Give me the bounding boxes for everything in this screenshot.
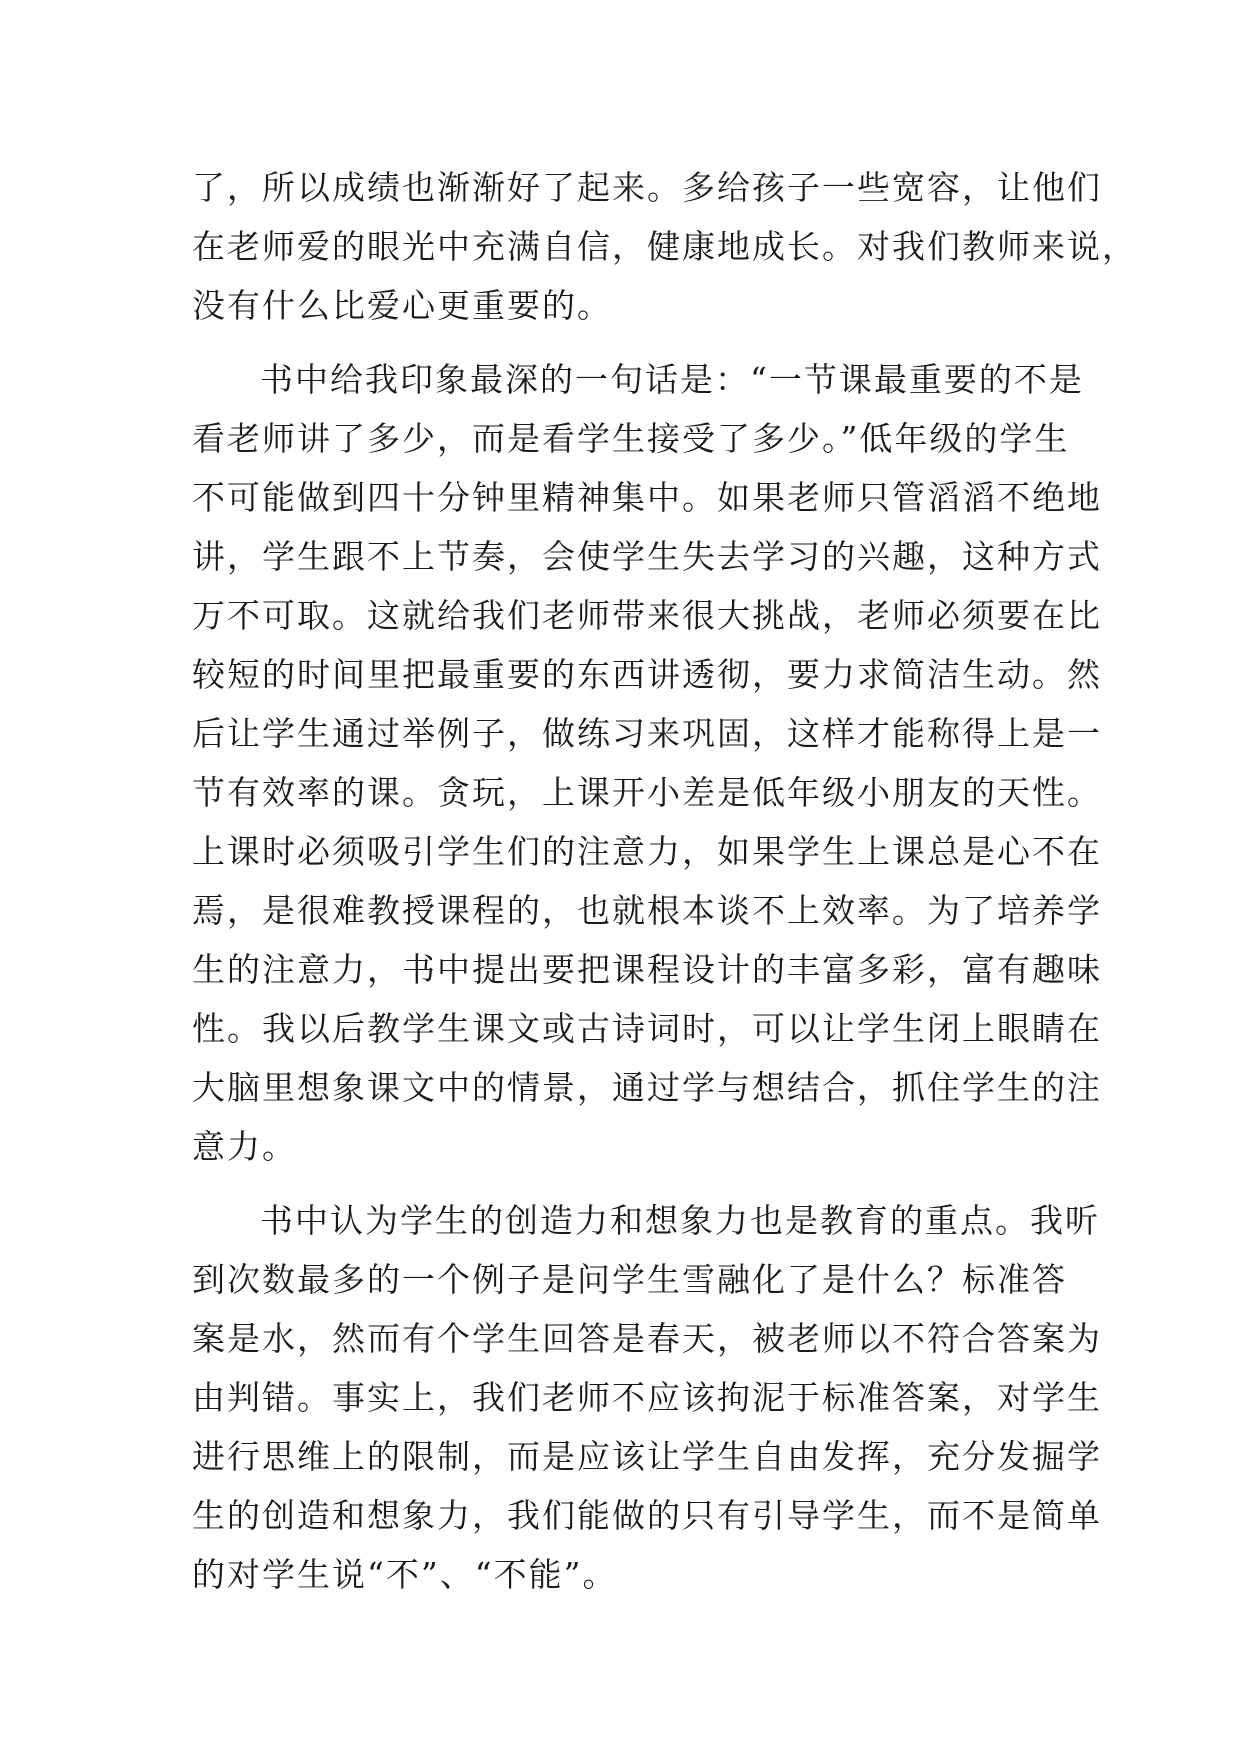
paragraph-3: [192, 1191, 1102, 1604]
paragraph-gap: [192, 335, 1072, 350]
paragraph-2: [192, 350, 1102, 1176]
text-line: 上课时必须吸引学生们的注意力，如果学生上课总是心不在: [192, 832, 1102, 871]
text-line: 的对学生说“不”、“不能”。: [192, 1555, 618, 1594]
text-line: 没有什么比爱心更重要的。: [192, 286, 612, 325]
paragraph-gap: [192, 1176, 1072, 1191]
text-line: 不可能做到四十分钟里精神集中。如果老师只管滔滔不绝地: [192, 478, 1102, 517]
text-line: 了，所以成绩也渐渐好了起来。多给孩子一些宽容，让他们: [192, 168, 1102, 207]
text-line: 到次数最多的一个例子是问学生雪融化了是什么？标准答: [192, 1260, 1067, 1299]
text-line: 讲，学生跟不上节奏，会使学生失去学习的兴趣，这种方式: [192, 537, 1102, 576]
text-line: 后让学生通过举例子，做练习来巩固，这样才能称得上是一: [192, 714, 1102, 753]
text-line: 生的创造和想象力，我们能做的只有引导学生，而不是简单: [192, 1496, 1102, 1535]
text-line-first: 书中认为学生的创造力和想象力也是教育的重点。我听: [260, 1201, 1100, 1240]
text-line: 性。我以后教学生课文或古诗词时，可以让学生闭上眼睛在: [192, 1009, 1102, 1048]
text-line: 焉，是很难教授课程的，也就根本谈不上效率。为了培养学: [192, 891, 1102, 930]
text-line: 看老师讲了多少，而是看学生接受了多少。”低年级的学生: [192, 419, 1070, 458]
text-line: 节有效率的课。贪玩，上课开小差是低年级小朋友的天性。: [192, 773, 1102, 812]
text-line: 由判错。事实上，我们老师不应该拘泥于标准答案，对学生: [192, 1378, 1102, 1417]
text-line: 在老师爱的眼光中充满自信，健康地成长。对我们教师来说，: [192, 227, 1137, 266]
paragraph-1: [192, 158, 1137, 335]
text-line: 生的注意力，书中提出要把课程设计的丰富多彩，富有趣味: [192, 950, 1102, 989]
text-line: 万不可取。这就给我们老师带来很大挑战，老师必须要在比: [192, 596, 1102, 635]
text-line: 案是水，然而有个学生回答是春天，被老师以不符合答案为: [192, 1319, 1102, 1358]
text-line: 进行思维上的限制，而是应该让学生自由发挥，充分发掘学: [192, 1437, 1102, 1476]
text-line: 较短的时间里把最重要的东西讲透彻，要力求简洁生动。然: [192, 655, 1102, 694]
text-line: 大脑里想象课文中的情景，通过学与想结合，抓住学生的注: [192, 1068, 1102, 1107]
body-text: [192, 158, 1137, 1604]
text-line-first: 书中给我印象最深的一句话是：“一节课最重要的不是: [260, 360, 1084, 399]
text-line: 意力。: [192, 1127, 297, 1166]
